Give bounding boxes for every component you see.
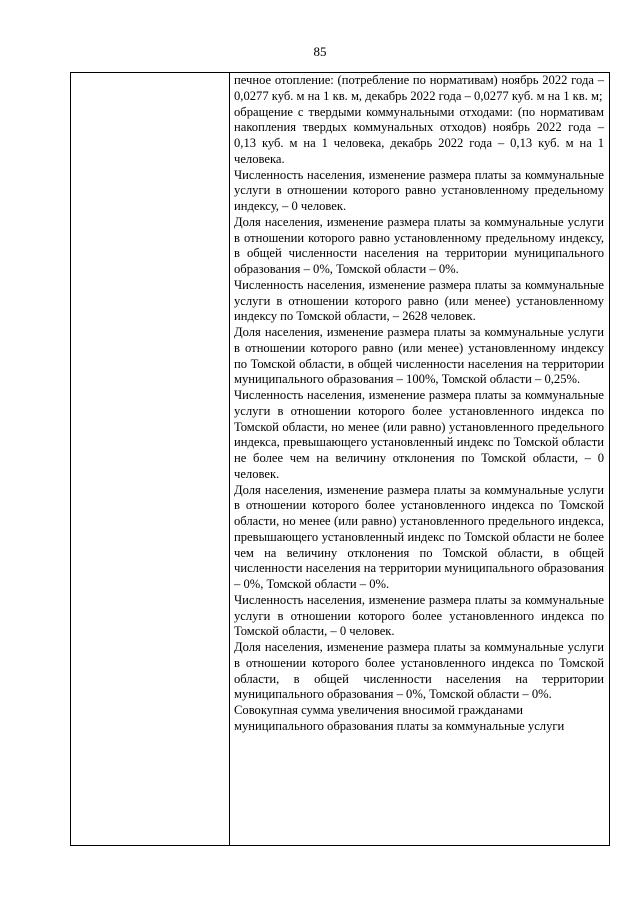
document-table <box>70 72 610 846</box>
paragraph-share-above-index-within-deviation: Доля населения, изменение размера платы за коммунальные услуги в отношении которого более установленного индекса по Томской области, но менее (или равно) установленного предельного индекса, превышающего установленный индекс по Томской области не более чем на величину отклонения по Томской области, в общей численности населения на территории муниципального образования – 0%, Томской области – 0%. <box>234 482 604 591</box>
paragraph-share-above-index: Доля населения, изменение размера платы за коммунальные услуги в отношении которого более установленного индекса по Томской области, в общей численности населения на территории муниципального образования – 0%, Томской области – 0%. <box>234 640 604 702</box>
paragraph-population-max-index: Численность населения, изменение размера платы за коммунальные услуги в отношении которого равно установленному предельному индексу, – 0 человек. <box>234 167 604 213</box>
paragraph-population-above-index-within-deviation: Численность населения, изменение размера платы за коммунальные услуги в отношении которого более установленного индекса по Томской области, но менее (или равно) установленного предельного индекса, превышающего установленный индекс по Томской области не более чем на величину отклонения по Томской области, – 0 человек. <box>234 388 604 481</box>
paragraph-share-max-index: Доля населения, изменение размера платы за коммунальные услуги в отношении которого равно установленному предельному индексу, в общей численности населения на территории муниципального образования – 0%, Томской области – 0%. <box>234 214 604 276</box>
paragraph-solid-waste: обращение с твердыми коммунальными отходами: (по нормативам накопления твердых коммунальных отходов) ноябрь 2022 года – 0,13 куб. м на 1 человека, декабрь 2022 года – 0,13 куб. м на 1 человека. <box>234 104 604 166</box>
paragraph-population-above-index: Численность населения, изменение размера платы за коммунальные услуги в отношении которого более установленного индекса по Томской области, – 0 человек. <box>234 592 604 639</box>
paragraph-population-regional-index: Численность населения, изменение размера платы за коммунальные услуги в отношении которого равно (или менее) установленному индексу по Томской области, – 2628 человек. <box>234 277 604 324</box>
table-left-cell <box>71 73 230 845</box>
paragraph-share-regional-index: Доля населения, изменение размера платы за коммунальные услуги в отношении которого равно (или менее) установленному индексу по Томской области, в общей численности населения на территории муниципального образования – 100%, Томской области – 0,25%. <box>234 325 604 387</box>
page-number: 85 <box>313 44 327 59</box>
table-right-cell <box>230 73 609 845</box>
paragraph-stove-heating: печное отопление: (потребление по нормативам) ноябрь 2022 года – 0,0277 куб. м на 1 кв. м, декабрь 2022 года – 0,0277 куб. м на 1 кв. м; <box>234 73 604 103</box>
paragraph-total-increase: Совокупная сумма увеличения вносимой гражданами муниципального образования платы за коммунальные услуги <box>234 703 565 733</box>
